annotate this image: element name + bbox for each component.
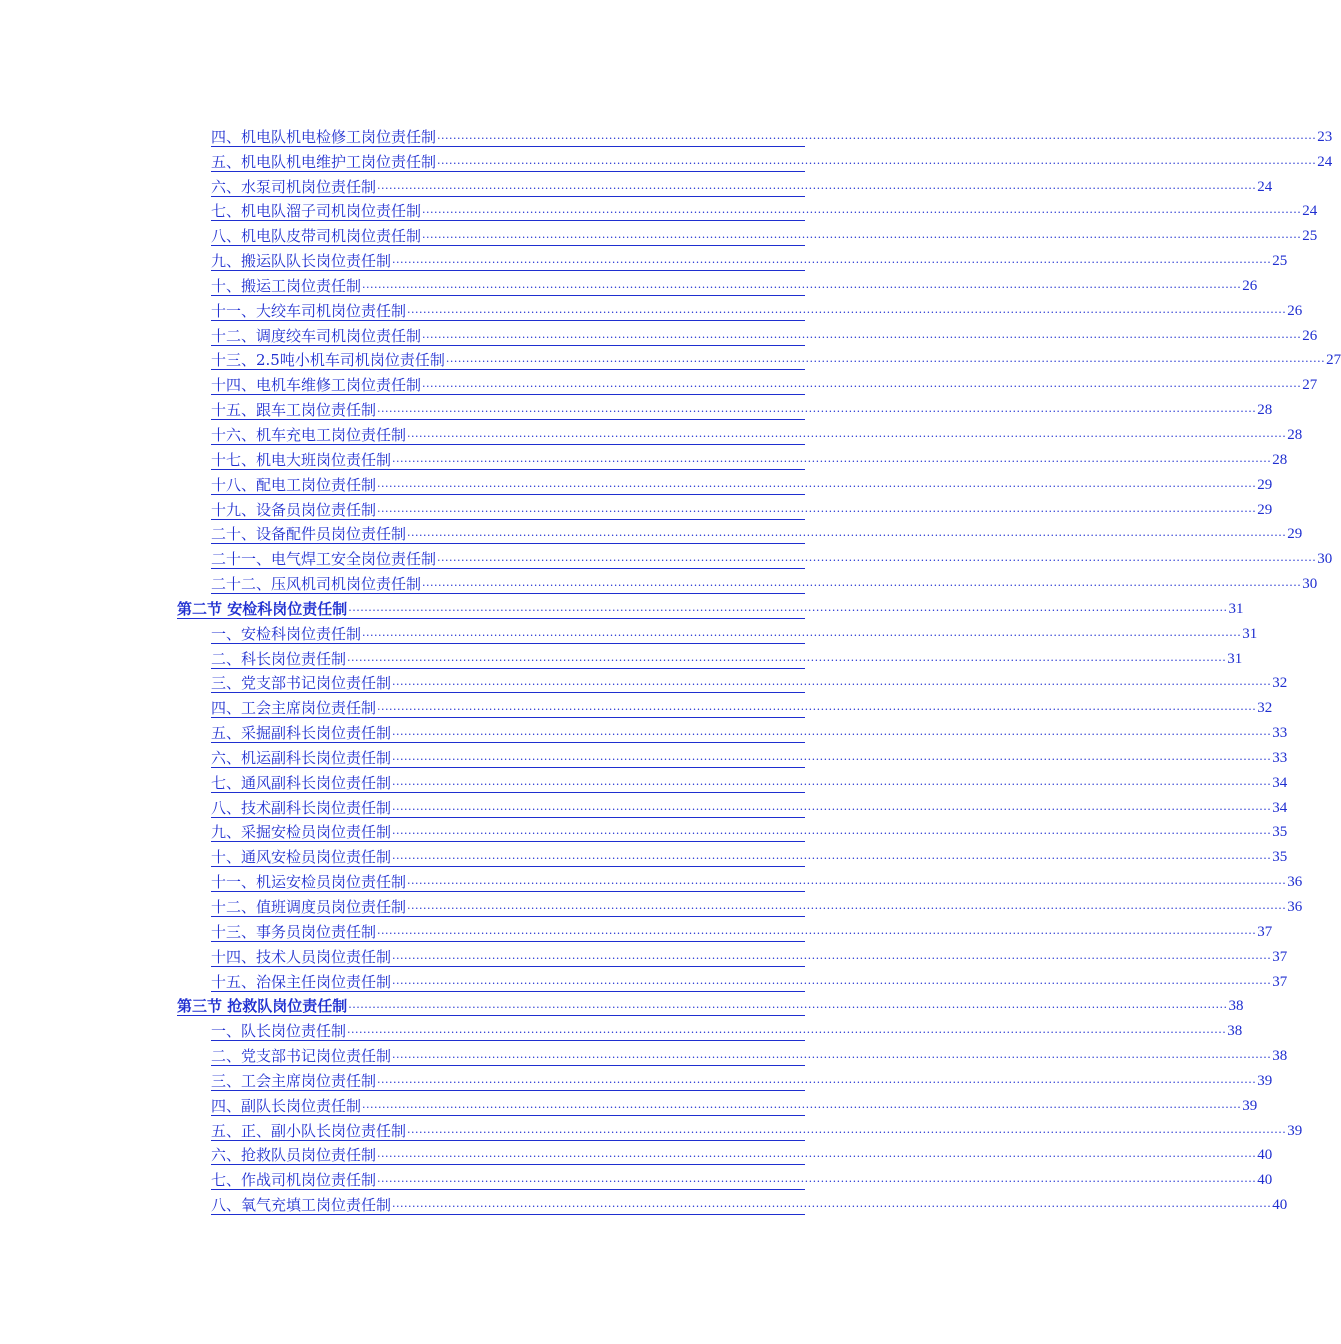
- toc-page-number: 23: [1317, 128, 1333, 145]
- toc-page-number: 31: [1228, 600, 1244, 617]
- toc-entry[interactable]: [0, 1117, 1303, 1142]
- toc-entry[interactable]: [0, 173, 1273, 198]
- toc-dot-leader: ............................................................................................................................................................................................................................: [377, 1147, 1257, 1161]
- toc-dot-leader: ............................................................................................................................................................................................................................: [347, 650, 1227, 664]
- toc-page-number: 24: [1257, 178, 1273, 195]
- toc-entry[interactable]: [0, 371, 1318, 396]
- toc-dot-leader: ............................................................................................................................................................................................................................: [362, 625, 1242, 639]
- toc-entry-title: 十一、机运安检员岗位责任制: [211, 873, 407, 892]
- toc-entry[interactable]: [0, 297, 1303, 322]
- toc-page-number: 39: [1242, 1097, 1258, 1114]
- toc-page-number: 24: [1317, 153, 1333, 170]
- toc-page-number: 31: [1242, 625, 1258, 642]
- toc-entry-title: 十二、值班调度员岗位责任制: [211, 898, 407, 916]
- toc-dot-leader: ............................................................................................................................................................................................................................: [377, 402, 1257, 416]
- toc-dot-leader: ............................................................................................................................................................................................................................: [392, 774, 1272, 788]
- toc-page-number: 36: [1287, 874, 1303, 891]
- toc-dot-leader: ............................................................................................................................................................................................................................: [362, 1097, 1242, 1111]
- toc-dot-leader: ............................................................................................................................................................................................................................: [422, 327, 1302, 341]
- toc-page-number: 24: [1302, 203, 1318, 220]
- toc-entry-title: 七、机电队溜子司机岗位责任制: [211, 202, 422, 221]
- toc-page-number: 40: [1257, 1147, 1273, 1164]
- toc-entry-title: 二十、设备配件员岗位责任制: [211, 525, 407, 544]
- toc-entry[interactable]: [0, 272, 1258, 297]
- toc-page-number: 31: [1227, 650, 1243, 667]
- toc-entry[interactable]: [0, 521, 1303, 546]
- toc-entry[interactable]: [0, 123, 1333, 148]
- toc-entry-title: 八、机电队皮带司机岗位责任制: [211, 227, 422, 246]
- toc-entry-title: 十七、机电大班岗位责任制: [211, 450, 392, 469]
- toc-dot-leader: ............................................................................................................................................................................................................................: [377, 1072, 1257, 1086]
- toc-entry-title: 三、工会主席岗位责任制: [211, 1071, 377, 1090]
- toc-entry-title: 七、通风副科长岗位责任制: [211, 773, 392, 792]
- toc-page-number: 26: [1287, 302, 1303, 319]
- toc-entry-title: 四、副队长岗位责任制: [211, 1096, 362, 1115]
- toc-entry-title: 十六、机车充电工岗位责任制: [211, 425, 407, 444]
- toc-entry[interactable]: [0, 819, 1288, 844]
- toc-entry[interactable]: [0, 670, 1288, 695]
- toc-page-number: 30: [1317, 551, 1333, 568]
- toc-dot-leader: ............................................................................................................................................................................................................................: [392, 948, 1272, 962]
- toc-entry-title: 十、通风安检员岗位责任制: [211, 848, 392, 867]
- toc-entry[interactable]: [0, 1142, 1273, 1167]
- toc-entry-title: 六、水泵司机岗位责任制: [211, 177, 377, 196]
- toc-entry[interactable]: [0, 620, 1258, 645]
- toc-page-number: 35: [1272, 824, 1288, 841]
- toc-entry[interactable]: [0, 719, 1288, 744]
- toc-dot-leader: ............................................................................................................................................................................................................................: [347, 1023, 1227, 1037]
- toc-entry[interactable]: [0, 545, 1333, 570]
- toc-dot-leader: ............................................................................................................................................................................................................................: [362, 277, 1242, 291]
- toc-entry[interactable]: [0, 769, 1288, 794]
- toc-entry-title: 三、党支部书记岗位责任制: [211, 674, 392, 693]
- toc-entry-title: 七、作战司机岗位责任制: [211, 1171, 377, 1190]
- toc-entry[interactable]: [0, 1042, 1288, 1067]
- toc-entry[interactable]: [0, 843, 1288, 868]
- toc-entry[interactable]: [0, 1067, 1273, 1092]
- toc-dot-leader: ............................................................................................................................................................................................................................: [377, 700, 1257, 714]
- toc-entry-title: 二十二、压风机司机岗位责任制: [211, 575, 422, 594]
- toc-entry[interactable]: [0, 893, 1303, 918]
- toc-dot-leader: ............................................................................................................................................................................................................................: [377, 501, 1257, 515]
- toc-entry-title: 五、机电队机电维护工岗位责任制: [211, 152, 437, 171]
- toc-dot-leader: ............................................................................................................................................................................................................................: [392, 799, 1272, 813]
- toc-page-number: 33: [1272, 749, 1288, 766]
- toc-entry[interactable]: [0, 1166, 1273, 1191]
- toc-page-number: 29: [1257, 501, 1273, 518]
- toc-dot-leader: ............................................................................................................................................................................................................................: [407, 426, 1287, 440]
- toc-page-number: 26: [1242, 277, 1258, 294]
- toc-dot-leader: ............................................................................................................................................................................................................................: [437, 128, 1317, 142]
- toc-entry[interactable]: [0, 471, 1273, 496]
- toc-entry[interactable]: [0, 694, 1273, 719]
- toc-entry[interactable]: [0, 1092, 1258, 1117]
- toc-entry-title: 十三、2.5吨小机车司机岗位责任制: [211, 351, 445, 370]
- toc-page-number: 37: [1272, 973, 1288, 990]
- toc-dot-leader: ............................................................................................................................................................................................................................: [422, 377, 1302, 391]
- toc-dot-leader: ............................................................................................................................................................................................................................: [392, 973, 1272, 987]
- toc-entry-title: 十四、电机车维修工岗位责任制: [211, 376, 422, 395]
- toc-dot-leader: ............................................................................................................................................................................................................................: [348, 600, 1228, 614]
- toc-entry-title: 十五、跟车工岗位责任制: [211, 401, 377, 420]
- toc-dot-leader: ............................................................................................................................................................................................................................: [407, 1122, 1287, 1136]
- table-of-contents: [0, 123, 1341, 1216]
- toc-dot-leader: ............................................................................................................................................................................................................................: [392, 824, 1272, 838]
- toc-page-number: 38: [1272, 1048, 1288, 1065]
- toc-page-number: 29: [1287, 526, 1303, 543]
- toc-entry-title: 十八、配电工岗位责任制: [211, 475, 377, 494]
- toc-entry-title: 第二节 安检科岗位责任制: [177, 599, 348, 618]
- toc-entry-title: 八、氧气充填工岗位责任制: [211, 1196, 392, 1215]
- toc-entry-title: 十九、设备员岗位责任制: [211, 500, 377, 519]
- toc-page-number: 38: [1228, 998, 1244, 1015]
- toc-dot-leader: ............................................................................................................................................................................................................................: [392, 725, 1272, 739]
- toc-entry[interactable]: [0, 222, 1318, 247]
- toc-entry-title: 五、正、副小队长岗位责任制: [211, 1121, 407, 1140]
- toc-entry[interactable]: [0, 570, 1318, 595]
- toc-dot-leader: ............................................................................................................................................................................................................................: [407, 899, 1287, 912]
- toc-entry-title: 二、科长岗位责任制: [211, 649, 347, 668]
- toc-entry[interactable]: [0, 496, 1273, 521]
- toc-entry[interactable]: [0, 198, 1318, 223]
- toc-dot-leader: ............................................................................................................................................................................................................................: [377, 476, 1257, 490]
- toc-entry-title: 十四、技术人员岗位责任制: [211, 947, 392, 966]
- toc-page-number: 28: [1257, 402, 1273, 419]
- toc-entry-title: 十一、大绞车司机岗位责任制: [211, 301, 407, 320]
- toc-dot-leader: ............................................................................................................................................................................................................................: [377, 1172, 1257, 1186]
- toc-page-number: 27: [1302, 377, 1318, 394]
- toc-entry[interactable]: [0, 1191, 1288, 1216]
- toc-entry[interactable]: [0, 396, 1273, 421]
- toc-page-number: 27: [1326, 352, 1341, 369]
- toc-dot-leader: ............................................................................................................................................................................................................................: [407, 874, 1287, 888]
- toc-dot-leader: ............................................................................................................................................................................................................................: [437, 551, 1317, 565]
- toc-page-number: 40: [1257, 1172, 1273, 1189]
- toc-entry[interactable]: [0, 645, 1243, 670]
- toc-entry-title: 四、机电队机电检修工岗位责任制: [211, 127, 437, 146]
- toc-page-number: 28: [1272, 451, 1288, 468]
- toc-entry[interactable]: [0, 794, 1288, 819]
- toc-page-number: 36: [1287, 899, 1303, 915]
- toc-section-entry[interactable]: [0, 993, 1244, 1018]
- toc-dot-leader: ............................................................................................................................................................................................................................: [392, 849, 1272, 863]
- toc-page-number: 32: [1272, 675, 1288, 692]
- toc-entry[interactable]: [0, 148, 1333, 173]
- toc-entry[interactable]: [0, 918, 1273, 943]
- toc-entry-title: 二、党支部书记岗位责任制: [211, 1047, 392, 1066]
- toc-page-number: 30: [1302, 576, 1318, 593]
- toc-dot-leader: ............................................................................................................................................................................................................................: [422, 228, 1302, 242]
- toc-entry[interactable]: [0, 943, 1288, 968]
- toc-entry-title: 六、机运副科长岗位责任制: [211, 748, 392, 767]
- toc-page-number: 32: [1257, 700, 1273, 717]
- toc-page-number: 40: [1272, 1197, 1288, 1214]
- toc-entry[interactable]: [0, 347, 1341, 372]
- toc-dot-leader: ............................................................................................................................................................................................................................: [348, 998, 1228, 1012]
- toc-entry-title: 十二、调度绞车司机岗位责任制: [211, 326, 422, 345]
- toc-section-entry[interactable]: [0, 595, 1244, 620]
- toc-dot-leader: ............................................................................................................................................................................................................................: [392, 1048, 1272, 1062]
- toc-dot-leader: ............................................................................................................................................................................................................................: [407, 526, 1287, 540]
- toc-dot-leader: ............................................................................................................................................................................................................................: [437, 153, 1317, 167]
- toc-page-number: 37: [1257, 923, 1273, 940]
- toc-page-number: 39: [1257, 1072, 1273, 1089]
- toc-entry-title: 九、搬运队队长岗位责任制: [211, 252, 392, 271]
- toc-entry[interactable]: [0, 968, 1288, 993]
- toc-dot-leader: ............................................................................................................................................................................................................................: [392, 675, 1272, 689]
- toc-entry[interactable]: [0, 868, 1303, 893]
- toc-page-number: 29: [1257, 476, 1273, 493]
- toc-entry-title: 二十一、电气焊工安全岗位责任制: [211, 550, 437, 569]
- toc-dot-leader: ............................................................................................................................................................................................................................: [445, 352, 1326, 366]
- toc-page-number: 25: [1302, 228, 1318, 245]
- toc-page-number: 34: [1272, 774, 1288, 791]
- toc-entry[interactable]: [0, 322, 1318, 347]
- toc-page-number: 35: [1272, 849, 1288, 866]
- toc-page-number: 33: [1272, 725, 1288, 742]
- toc-dot-leader: ............................................................................................................................................................................................................................: [422, 576, 1302, 590]
- toc-page-number: 38: [1227, 1023, 1243, 1040]
- toc-dot-leader: ............................................................................................................................................................................................................................: [377, 178, 1257, 192]
- toc-page-number: 37: [1272, 948, 1288, 965]
- toc-entry-title: 十五、治保主任岗位责任制: [211, 972, 392, 991]
- toc-dot-leader: ............................................................................................................................................................................................................................: [392, 451, 1272, 465]
- toc-page-number: 34: [1272, 799, 1288, 816]
- toc-entry-title: 九、采掘安检员岗位责任制: [211, 823, 392, 842]
- toc-entry[interactable]: [0, 1017, 1243, 1042]
- toc-dot-leader: ............................................................................................................................................................................................................................: [392, 1197, 1272, 1211]
- toc-entry[interactable]: [0, 446, 1288, 471]
- toc-dot-leader: ............................................................................................................................................................................................................................: [392, 749, 1272, 763]
- toc-entry-title: 五、采掘副科长岗位责任制: [211, 724, 392, 743]
- toc-dot-leader: ............................................................................................................................................................................................................................: [422, 203, 1302, 217]
- toc-entry[interactable]: [0, 744, 1288, 769]
- toc-dot-leader: ............................................................................................................................................................................................................................: [392, 253, 1272, 267]
- toc-dot-leader: ............................................................................................................................................................................................................................: [377, 923, 1257, 937]
- toc-entry-title: 一、队长岗位责任制: [211, 1022, 347, 1041]
- toc-entry-title: 一、安检科岗位责任制: [211, 624, 362, 643]
- toc-entry-title: 第三节 抢救队岗位责任制: [177, 997, 348, 1016]
- toc-dot-leader: ............................................................................................................................................................................................................................: [407, 302, 1287, 316]
- toc-entry[interactable]: [0, 247, 1288, 272]
- toc-page-number: 28: [1287, 426, 1303, 443]
- toc-page-number: 39: [1287, 1122, 1303, 1139]
- toc-entry[interactable]: [0, 421, 1303, 446]
- toc-entry-title: 十三、事务员岗位责任制: [211, 922, 377, 941]
- toc-page-number: 26: [1302, 327, 1318, 344]
- toc-entry-title: 六、抢救队员岗位责任制: [211, 1146, 377, 1165]
- toc-entry-title: 四、工会主席岗位责任制: [211, 699, 377, 718]
- toc-entry-title: 八、技术副科长岗位责任制: [211, 798, 392, 817]
- toc-page-number: 25: [1272, 253, 1288, 270]
- toc-entry-title: 十、搬运工岗位责任制: [211, 276, 362, 295]
